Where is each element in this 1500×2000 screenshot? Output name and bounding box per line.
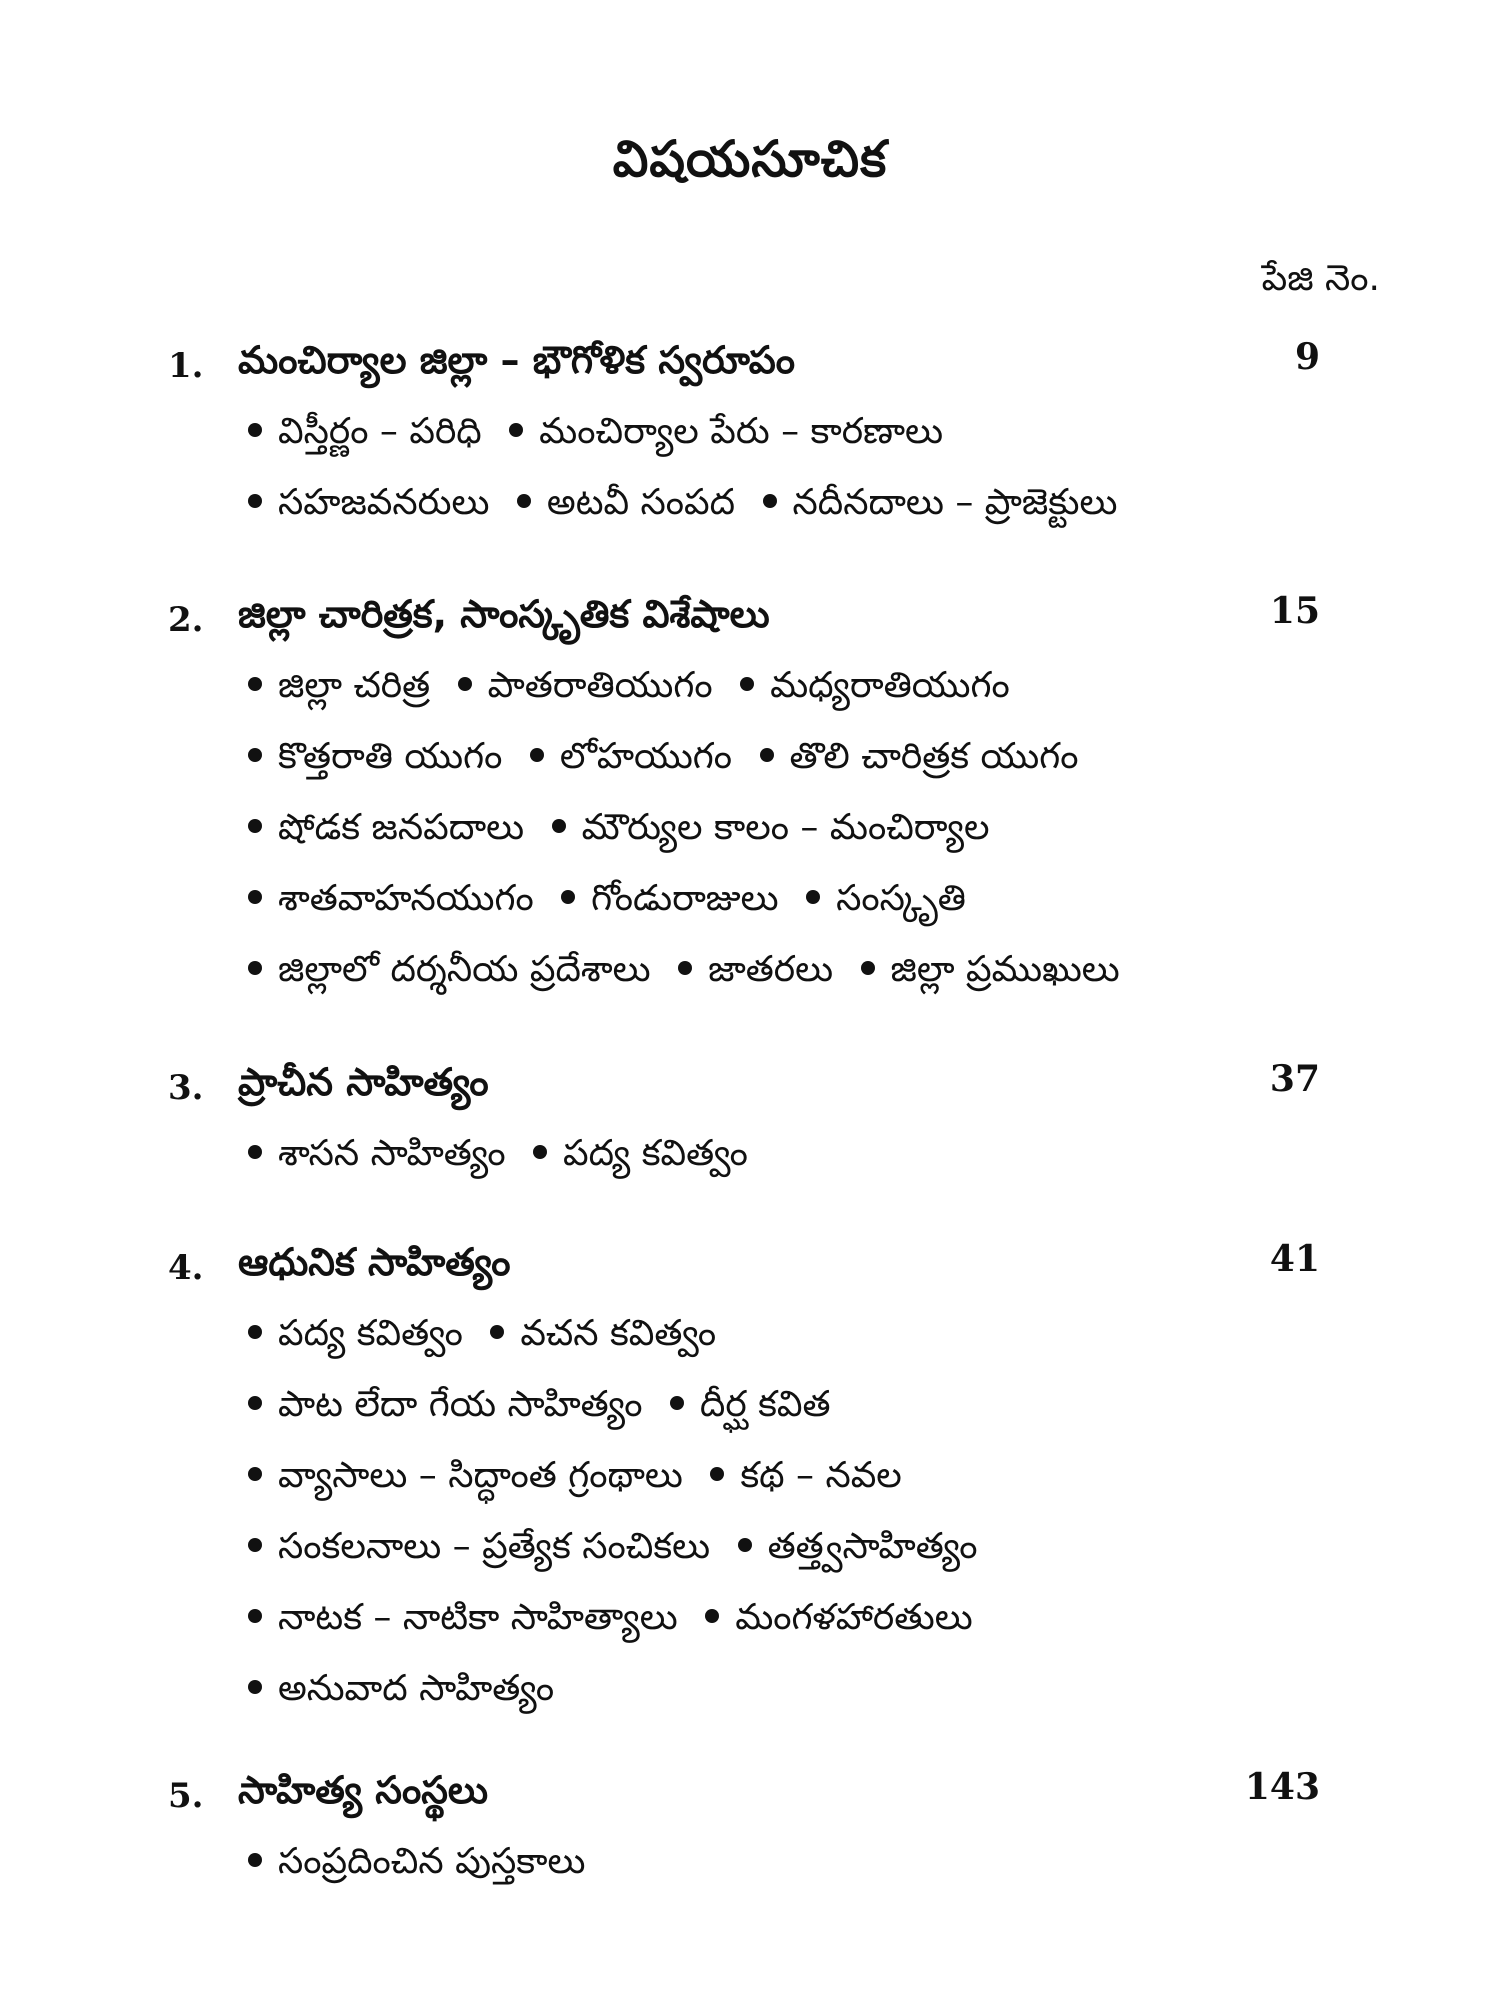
section-heading[interactable] bbox=[0, 592, 1500, 656]
topic-item: అటవీ సంపద bbox=[546, 482, 736, 523]
bullet-icon bbox=[490, 1325, 504, 1339]
section-title: జిల్లా చారిత్రక, సాంస్కృతిక విశేషాలు bbox=[238, 592, 770, 636]
topic-item: సంస్కృతి bbox=[836, 878, 966, 919]
bullet-icon bbox=[552, 819, 566, 833]
bullet-icon bbox=[760, 748, 774, 762]
toc-section-2 bbox=[0, 592, 1500, 1011]
section-heading[interactable] bbox=[0, 1060, 1500, 1124]
section-number: 2. bbox=[168, 600, 204, 640]
toc-section-3 bbox=[0, 1060, 1500, 1195]
topic-line bbox=[248, 1124, 1500, 1195]
bullet-icon bbox=[248, 1680, 262, 1694]
topic-item: దీర్ఘ కవిత bbox=[699, 1384, 831, 1425]
bullet-icon bbox=[248, 890, 262, 904]
bullet-icon bbox=[509, 423, 523, 437]
topic-line bbox=[248, 1446, 1500, 1517]
topic-item: శాసన సాహిత్యం bbox=[278, 1133, 506, 1174]
topic-item: జిల్లా ప్రముఖులు bbox=[890, 949, 1120, 990]
topic-item: మధ్యరాతియుగం bbox=[770, 665, 1010, 706]
section-page-number: 37 bbox=[1269, 1058, 1320, 1100]
topic-item: శాతవాహనయుగం bbox=[278, 878, 534, 919]
section-number: 4. bbox=[168, 1248, 204, 1288]
bullet-icon bbox=[248, 1853, 262, 1867]
bullet-icon bbox=[530, 748, 544, 762]
topic-item: తత్త్వసాహిత్యం bbox=[767, 1526, 978, 1567]
topic-item: పాట లేదా గేయ సాహిత్యం bbox=[278, 1384, 643, 1425]
section-title: సాహిత్య సంస్థలు bbox=[238, 1768, 488, 1812]
bullet-icon bbox=[248, 1396, 262, 1410]
bullet-icon bbox=[763, 494, 777, 508]
topic-line bbox=[248, 727, 1500, 798]
bullet-icon bbox=[738, 1538, 752, 1552]
bullet-icon bbox=[705, 1609, 719, 1623]
topic-line bbox=[248, 1375, 1500, 1446]
topic-line bbox=[248, 1517, 1500, 1588]
section-title: ఆధునిక సాహిత్యం bbox=[238, 1240, 511, 1284]
section-heading[interactable] bbox=[0, 338, 1500, 402]
bullet-icon bbox=[248, 748, 262, 762]
bullet-icon bbox=[670, 1396, 684, 1410]
toc-section-4 bbox=[0, 1240, 1500, 1730]
topic-item: సంకలనాలు – ప్రత్యేక సంచికలు bbox=[278, 1526, 711, 1567]
topic-item: సంప్రదించిన పుస్తకాలు bbox=[278, 1841, 586, 1882]
bullet-icon bbox=[806, 890, 820, 904]
bullet-icon bbox=[517, 494, 531, 508]
bullet-icon bbox=[861, 961, 875, 975]
bullet-icon bbox=[248, 423, 262, 437]
topic-item: కొత్తరాతి యుగం bbox=[278, 736, 503, 777]
topic-item: సహజవనరులు bbox=[278, 482, 490, 523]
topic-item: మంచిర్యాల పేరు – కారణాలు bbox=[539, 411, 944, 452]
bullet-icon bbox=[710, 1467, 724, 1481]
topic-item: గోండురాజులు bbox=[591, 878, 779, 919]
topic-item: నదీనదాలు – ప్రాజెక్టులు bbox=[792, 482, 1118, 523]
topic-item: తొలి చారిత్రక యుగం bbox=[789, 736, 1079, 777]
topic-item: వ్యాసాలు – సిద్ధాంత గ్రంథాలు bbox=[278, 1455, 683, 1496]
bullet-icon bbox=[248, 961, 262, 975]
section-heading[interactable] bbox=[0, 1240, 1500, 1304]
bullet-icon bbox=[458, 677, 472, 691]
bullet-icon bbox=[248, 677, 262, 691]
topic-item: జిల్లా చరిత్ర bbox=[278, 665, 431, 706]
topic-item: పద్య కవిత్వం bbox=[563, 1133, 748, 1174]
bullet-icon bbox=[248, 1145, 262, 1159]
topic-item: జాతరలు bbox=[708, 949, 834, 990]
bullet-icon bbox=[678, 961, 692, 975]
page-number-header: పేజి నెం. bbox=[1261, 258, 1380, 299]
topic-item: లోహయుగం bbox=[559, 736, 733, 777]
topic-item: పద్య కవిత్వం bbox=[278, 1313, 463, 1354]
toc-section-5 bbox=[0, 1768, 1500, 1903]
bullet-icon bbox=[248, 1609, 262, 1623]
topic-item: పాతరాతియుగం bbox=[487, 665, 713, 706]
topic-item: వచన కవిత్వం bbox=[520, 1313, 717, 1354]
topic-line bbox=[248, 798, 1500, 869]
section-title: మంచిర్యాల జిల్లా – భౌగోళిక స్వరూపం bbox=[238, 338, 796, 382]
section-number: 3. bbox=[168, 1068, 204, 1108]
topic-item: విస్తీర్ణం – పరిధి bbox=[278, 411, 482, 452]
topic-item: నాటక – నాటికా సాహిత్యాలు bbox=[278, 1597, 678, 1638]
topic-line bbox=[248, 656, 1500, 727]
topic-line bbox=[248, 869, 1500, 940]
bullet-icon bbox=[248, 1467, 262, 1481]
section-title: ప్రాచీన సాహిత్యం bbox=[238, 1060, 489, 1104]
topic-line bbox=[248, 473, 1500, 544]
topic-line bbox=[248, 402, 1500, 473]
section-page-number: 9 bbox=[1294, 336, 1320, 378]
section-number: 5. bbox=[168, 1776, 204, 1816]
topic-item: కథ – నవల bbox=[740, 1455, 902, 1496]
topic-line bbox=[248, 1659, 1500, 1730]
bullet-icon bbox=[740, 677, 754, 691]
bullet-icon bbox=[561, 890, 575, 904]
section-page-number: 143 bbox=[1244, 1766, 1320, 1808]
bullet-icon bbox=[248, 1325, 262, 1339]
topic-item: షోడక జనపదాలు bbox=[278, 807, 525, 848]
topic-line bbox=[248, 1588, 1500, 1659]
topic-line bbox=[248, 1304, 1500, 1375]
topic-line bbox=[248, 940, 1500, 1011]
section-page-number: 15 bbox=[1269, 590, 1320, 632]
section-page-number: 41 bbox=[1269, 1238, 1320, 1280]
topic-item: మంగళహారతులు bbox=[735, 1597, 973, 1638]
topic-item: మౌర్యుల కాలం – మంచిర్యాల bbox=[581, 807, 990, 848]
topic-item: అనువాద సాహిత్యం bbox=[278, 1668, 555, 1709]
section-number: 1. bbox=[168, 346, 204, 386]
bullet-icon bbox=[248, 1538, 262, 1552]
bullet-icon bbox=[248, 819, 262, 833]
page-title: విషయసూచిక bbox=[612, 130, 888, 188]
bullet-icon bbox=[533, 1145, 547, 1159]
bullet-icon bbox=[248, 494, 262, 508]
topic-line bbox=[248, 1832, 1500, 1903]
topic-item: జిల్లాలో దర్శనీయ ప్రదేశాలు bbox=[278, 949, 651, 990]
section-heading[interactable] bbox=[0, 1768, 1500, 1832]
toc-section-1 bbox=[0, 338, 1500, 544]
